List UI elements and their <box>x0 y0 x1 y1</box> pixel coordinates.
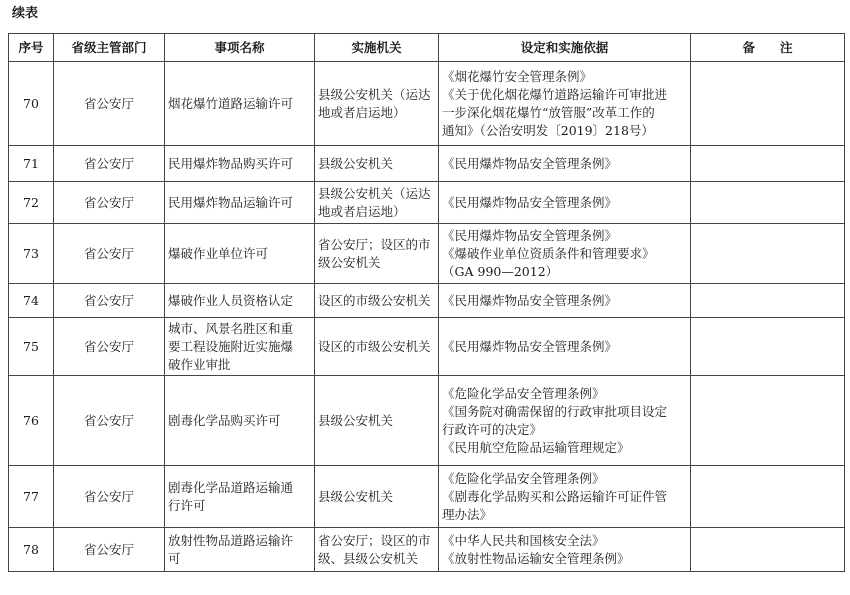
cell-basis <box>439 62 691 146</box>
cell-basis-line: 《放射性物品运输安全管理条例》 <box>442 550 630 566</box>
cell-remark <box>691 62 845 146</box>
cell-basis-line: 《民用爆炸物品安全管理条例》 <box>442 292 618 308</box>
cell-basis <box>439 224 691 284</box>
cell-item <box>165 284 315 318</box>
cell-dept: 省公安厅 <box>54 528 165 572</box>
permits-table <box>8 33 845 572</box>
cell-seq: 77 <box>9 466 54 528</box>
cell-agency <box>315 318 439 376</box>
cell-basis-line: 理办法》 <box>442 506 493 522</box>
header-remark: 备 注 <box>691 34 845 62</box>
cell-basis-line: 《危险化学品安全管理条例》 <box>442 470 605 486</box>
table-row <box>9 466 845 528</box>
cell-basis-line: 《爆破作业单位资质条件和管理要求》 <box>442 245 655 261</box>
cell-basis-line: 一步深化烟花爆竹“放管服”改革工作的 <box>442 104 655 120</box>
cell-basis <box>439 284 691 318</box>
cell-basis-line: 《烟花爆竹安全管理条例》 <box>442 68 593 84</box>
cell-agency-line: 级公安机关 <box>318 254 381 270</box>
cell-basis-line: 通知》（公治安明发〔2019〕218号） <box>442 122 654 138</box>
cell-agency <box>315 376 439 466</box>
cell-basis-line: 《国务院对确需保留的行政审批项目设定 <box>442 403 668 419</box>
cell-item <box>165 466 315 528</box>
cell-basis-line: 《民用爆炸物品安全管理条例》 <box>442 338 618 354</box>
cell-basis-line: 《中华人民共和国核安全法》 <box>442 532 605 548</box>
cell-agency-line: 省公安厅；设区的市 <box>318 236 431 252</box>
cell-agency-line: 县级公安机关 <box>318 155 394 171</box>
cell-item-line: 民用爆炸物品运输许可 <box>168 194 294 210</box>
cell-item-line: 行许可 <box>168 497 206 513</box>
cell-item-line: 烟花爆竹道路运输许可 <box>168 95 294 111</box>
cell-item-line: 可 <box>168 550 181 566</box>
cell-basis-line: （GA 990—2012） <box>442 263 559 279</box>
cell-agency-line: 省公安厅；设区的市 <box>318 532 431 548</box>
table-row <box>9 284 845 318</box>
cell-item-line: 剧毒化学品购买许可 <box>168 412 281 428</box>
cell-basis <box>439 528 691 572</box>
table-row <box>9 224 845 284</box>
cell-dept: 省公安厅 <box>54 376 165 466</box>
header-item: 事项名称 <box>165 34 315 62</box>
cell-seq: 70 <box>9 62 54 146</box>
cell-item-line: 剧毒化学品道路运输通 <box>168 479 294 495</box>
cell-seq: 71 <box>9 146 54 182</box>
cell-basis-line: 《民用航空危险品运输管理规定》 <box>442 439 630 455</box>
cell-agency-line: 地或者启运地） <box>318 104 406 120</box>
cell-remark <box>691 284 845 318</box>
cell-basis <box>439 376 691 466</box>
cell-basis <box>439 146 691 182</box>
cell-basis-line: 《关于优化烟花爆竹道路运输许可审批进 <box>442 86 668 102</box>
cell-dept: 省公安厅 <box>54 146 165 182</box>
cell-agency <box>315 528 439 572</box>
cell-item <box>165 224 315 284</box>
header-basis: 设定和实施依据 <box>439 34 691 62</box>
cell-seq: 72 <box>9 182 54 224</box>
cell-remark <box>691 318 845 376</box>
cell-item <box>165 318 315 376</box>
cell-remark <box>691 376 845 466</box>
cell-dept: 省公安厅 <box>54 224 165 284</box>
cell-seq: 73 <box>9 224 54 284</box>
cell-agency <box>315 466 439 528</box>
header-agency: 实施机关 <box>315 34 439 62</box>
cell-basis-line: 《民用爆炸物品安全管理条例》 <box>442 227 618 243</box>
cell-item-line: 要工程设施附近实施爆 <box>168 338 294 354</box>
table-row <box>9 318 845 376</box>
table-row <box>9 376 845 466</box>
cell-dept: 省公安厅 <box>54 284 165 318</box>
header-dept: 省级主管部门 <box>54 34 165 62</box>
cell-seq: 75 <box>9 318 54 376</box>
cell-agency <box>315 62 439 146</box>
cell-dept: 省公安厅 <box>54 182 165 224</box>
cell-item <box>165 376 315 466</box>
cell-basis <box>439 466 691 528</box>
cell-item-line: 城市、风景名胜区和重 <box>168 320 294 336</box>
cell-basis-line: 《剧毒化学品购买和公路运输许可证件管 <box>442 488 668 504</box>
cell-item <box>165 182 315 224</box>
cell-agency-line: 县级公安机关（运达 <box>318 185 431 201</box>
cell-remark <box>691 182 845 224</box>
cell-item <box>165 146 315 182</box>
cell-basis <box>439 182 691 224</box>
cell-basis-line: 行政许可的决定》 <box>442 421 543 437</box>
table-row <box>9 62 845 146</box>
cell-remark <box>691 146 845 182</box>
cell-item-line: 爆破作业单位许可 <box>168 245 269 261</box>
cell-item-line: 爆破作业人员资格认定 <box>168 292 294 308</box>
cell-agency-line: 县级公安机关（运达 <box>318 86 431 102</box>
cell-agency-line: 县级公安机关 <box>318 412 394 428</box>
cell-seq: 74 <box>9 284 54 318</box>
cell-item-line: 放射性物品道路运输许 <box>168 532 294 548</box>
cell-item-line: 民用爆炸物品购买许可 <box>168 155 294 171</box>
cell-item-line: 破作业审批 <box>168 356 231 372</box>
cell-agency <box>315 146 439 182</box>
cell-item <box>165 62 315 146</box>
table-row <box>9 528 845 572</box>
table-body <box>9 62 845 572</box>
cell-dept: 省公安厅 <box>54 62 165 146</box>
cell-dept: 省公安厅 <box>54 466 165 528</box>
cell-remark <box>691 224 845 284</box>
table-row <box>9 182 845 224</box>
cell-basis-line: 《危险化学品安全管理条例》 <box>442 385 605 401</box>
header-seq: 序号 <box>9 34 54 62</box>
cell-basis <box>439 318 691 376</box>
cell-basis-line: 《民用爆炸物品安全管理条例》 <box>442 155 618 171</box>
table-caption: 续表 <box>12 6 39 21</box>
cell-remark <box>691 528 845 572</box>
cell-agency-line: 县级公安机关 <box>318 488 394 504</box>
cell-seq: 76 <box>9 376 54 466</box>
cell-agency <box>315 284 439 318</box>
cell-agency <box>315 224 439 284</box>
cell-seq: 78 <box>9 528 54 572</box>
cell-item <box>165 528 315 572</box>
cell-remark <box>691 466 845 528</box>
cell-basis-line: 《民用爆炸物品安全管理条例》 <box>442 194 618 210</box>
table-row <box>9 146 845 182</box>
cell-dept: 省公安厅 <box>54 318 165 376</box>
cell-agency-line: 设区的市级公安机关 <box>318 338 431 354</box>
cell-agency-line: 设区的市级公安机关 <box>318 292 431 308</box>
cell-agency-line: 级、县级公安机关 <box>318 550 419 566</box>
table-header-row <box>9 34 845 62</box>
cell-agency <box>315 182 439 224</box>
cell-agency-line: 地或者启运地） <box>318 203 406 219</box>
